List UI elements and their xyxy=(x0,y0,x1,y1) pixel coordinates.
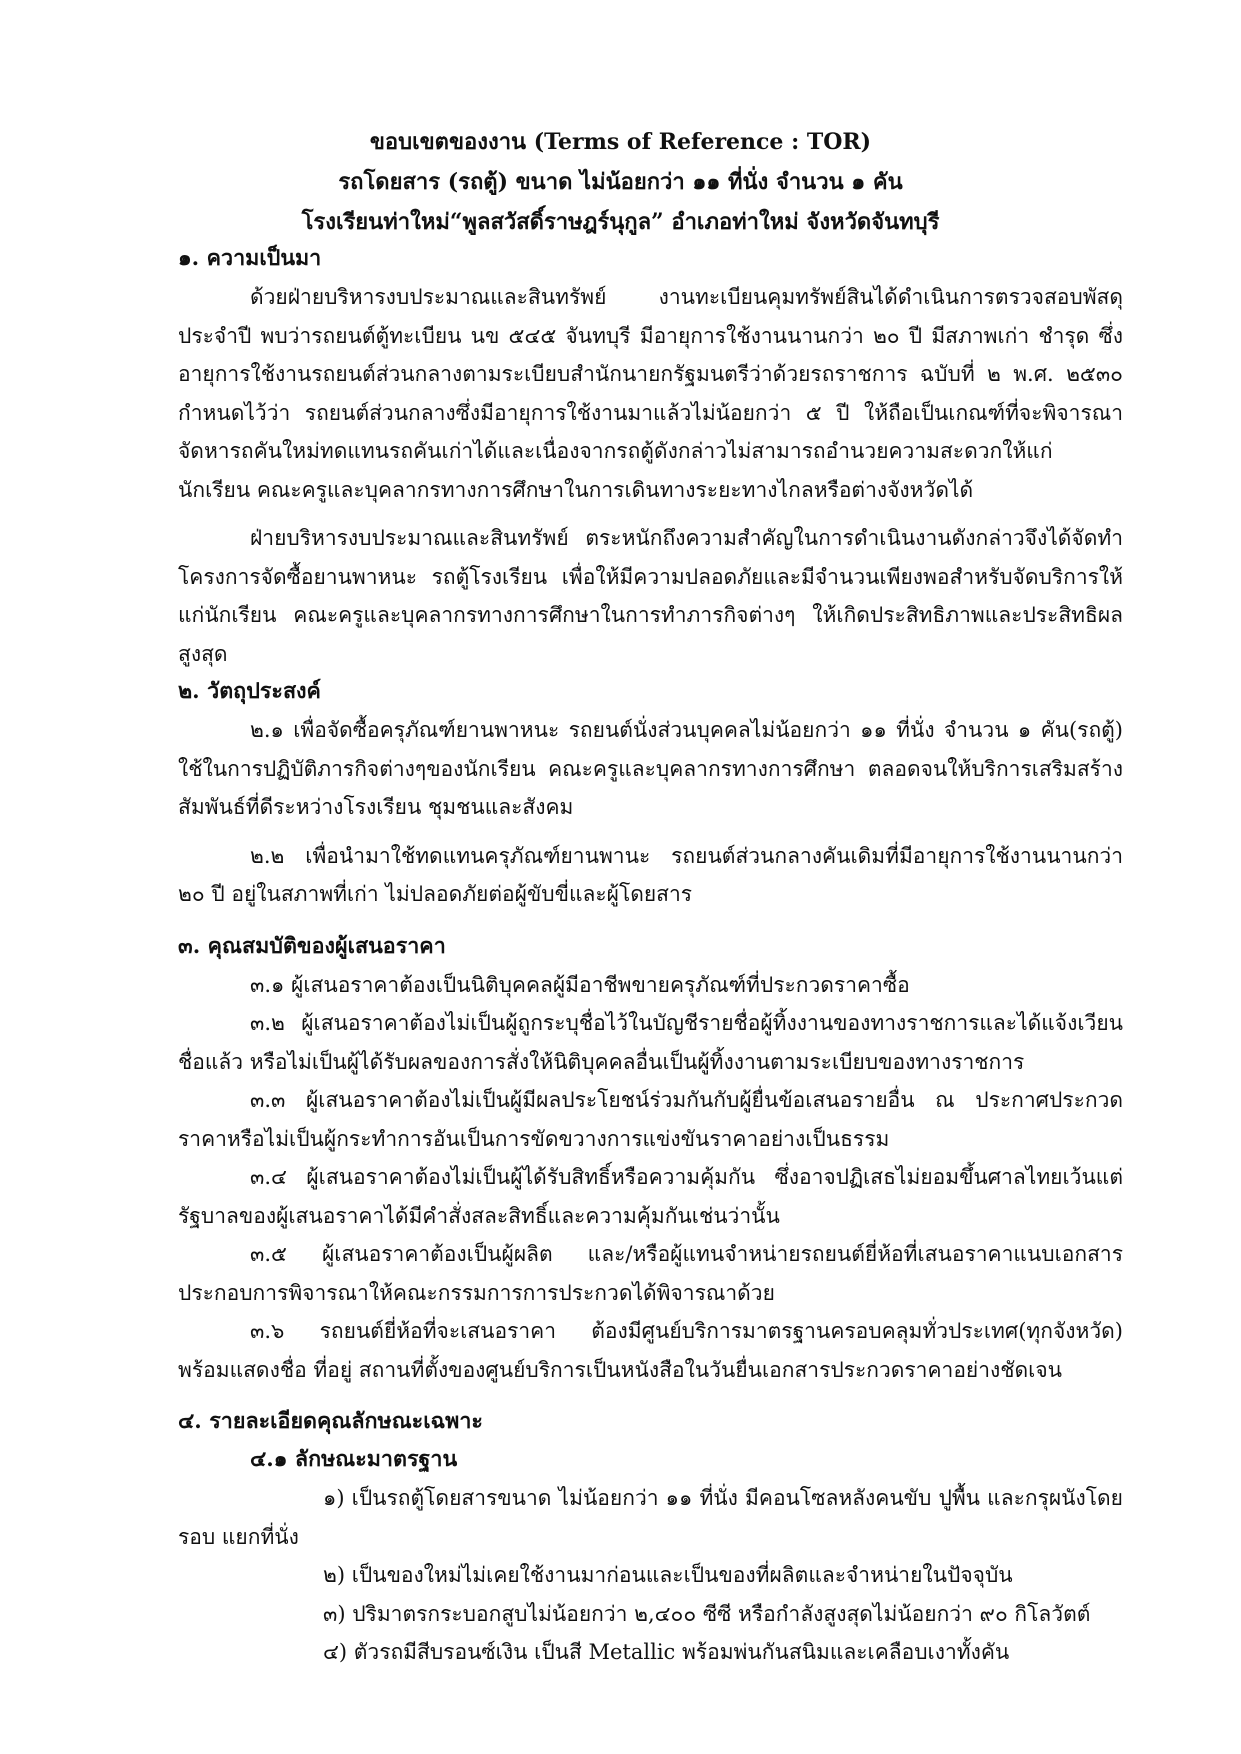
section-4-1-item-4: ๔) ตัวรถมีสีบรอนซ์เงิน เป็นสี Metallic พร้อมพ่นกันสนิมและเคลือบเงาทั้งคัน xyxy=(323,1640,1010,1664)
section-3-heading: ๓. คุณสมบัติของผู้เสนอราคา xyxy=(178,933,446,959)
section-3-item-5: ๓.๕ ผู้เสนอราคาต้องเป็นผู้ผลิต และ/หรือผู้แทนจำหน่ายรถยนต์ยี่ห้อที่เสนอราคาแนบเอกสารประกอบการพิจารณาให้คณะกรรมการการประกวดได้พิจารณาด้วย xyxy=(178,1242,1123,1305)
section-2-item-2: ๒.๒ เพื่อนำมาใช้ทดแทนครุภัณฑ์ยานพานะ รถยนต์ส่วนกลางคันเดิมที่มีอายุการใช้งานนานกว่า ๒๐ ปี อยู่ในสภาพที่เก่า ไม่ปลอดภัยต่อผู้ขับขี่และผู้โดยสาร xyxy=(178,843,1123,906)
section-4-heading: ๔. รายละเอียดคุณลักษณะเฉพาะ xyxy=(178,1409,483,1434)
title-line-3: โรงเรียนท่าใหม่“พูลสวัสดิ์ราษฎร์นุกูล” อำเภอท่าใหม่ จังหวัดจันทบุรี xyxy=(301,209,940,235)
section-1-paragraph-1: ด้วยฝ่ายบริหารงบประมาณและสินทรัพย์ งานทะเบียนคุมทรัพย์สินได้ดำเนินการตรวจสอบพัสดุประจำปี พบว่ารถยนต์ตู้ทะเบียน นข ๕๔๕ จันทบุรี มีอายุการใช้งานนานกว่า ๒๐ ปี มีสภาพเก่า ชำรุด ซึ่งอายุการใช้งานรถยนต์ส่วนกลางตามระเบียบสำนักนายกรัฐมนตรีว่าด้วยรถราชการ ฉบับที่ ๒ พ.ศ. ๒๕๓๐ กำหนดไว้ว่า รถยนต์ส่วนกลางซึ่งมีอายุการใช้งานมาแล้วไม่น้อยกว่า ๕ ปี ให้ถือเป็นเกณฑ์ที่จะพิจารณาจัดหารถคันใหม่ทดแทนรถคันเก่าได้และเนื่องจากรถตู้ดังกล่าวไม่สามารถอำนวยความสะดวกให้แก่นักเรียน คณะครูและบุคลากรทางการศึกษาในการเดินทางระยะทางไกลหรือต่างจังหวัดได้ xyxy=(178,285,1123,502)
section-4-1-item-2: ๒) เป็นของใหม่ไม่เคยใช้งานมาก่อนและเป็นของที่ผลิตและจำหน่ายในปัจจุบัน xyxy=(323,1563,1013,1587)
section-3-item-1: ๓.๑ ผู้เสนอราคาต้องเป็นนิติบุคคลผู้มีอาชีพขายครุภัณฑ์ที่ประกวดราคาซื้อ xyxy=(250,972,910,997)
section-2-item-1: ๒.๑ เพื่อจัดซื้อครุภัณฑ์ยานพาหนะ รถยนต์นั่งส่วนบุคคลไม่น้อยกว่า ๑๑ ที่นั่ง จำนวน ๑ คัน(รถตู้) ใช้ในการปฏิบัติภารกิจต่างๆของนักเรียน คณะครูและบุคลากรทางการศึกษา ตลอดจนให้บริการเสริมสร้างสัมพันธ์ที่ดีระหว่างโรงเรียน ชุมชนและสังคม xyxy=(178,718,1123,819)
section-4-1-item-3: ๓) ปริมาตรกระบอกสูบไม่น้อยกว่า ๒,๔๐๐ ซีซี หรือกำลังสูงสุดไม่น้อยกว่า ๙๐ กิโลวัตต์ xyxy=(323,1601,1091,1626)
section-3-item-3: ๓.๓ ผู้เสนอราคาต้องไม่เป็นผู้มีผลประโยชน์ร่วมกันกับผู้ยื่นข้อเสนอรายอื่น ณ ประกาศประกวดราคาหรือไม่เป็นผู้กระทำการอันเป็นการขัดขวางการแข่งขันราคาอย่างเป็นธรรม xyxy=(178,1088,1123,1151)
section-2-heading: ๒. วัตถุประสงค์ xyxy=(178,679,321,704)
section-3-item-4: ๓.๔ ผู้เสนอราคาต้องไม่เป็นผู้ได้รับสิทธิ์หรือความคุ้มกัน ซึ่งอาจปฏิเสธไม่ยอมขึ้นศาลไทยเว้นแต่รัฐบาลของผู้เสนอราคาได้มีคำสั่งสละสิทธิ์และความคุ้มกันเช่นว่านั้น xyxy=(178,1165,1123,1228)
document-body xyxy=(178,240,1123,1672)
title-line-2: รถโดยสาร (รถตู้) ขนาด ไม่น้อยกว่า ๑๑ ที่นั่ง จำนวน ๑ คัน xyxy=(338,169,903,195)
section-1-heading: ๑. ความเป็นมา xyxy=(178,246,322,271)
document-title xyxy=(0,122,1241,242)
section-4-1-subheading: ๔.๑ ลักษณะมาตรฐาน xyxy=(250,1447,458,1472)
section-3-item-2: ๓.๒ ผู้เสนอราคาต้องไม่เป็นผู้ถูกระบุชื่อไว้ในบัญชีรายชื่อผู้ทิ้งงานของทางราชการและได้แจ้งเวียนชื่อแล้ว หรือไม่เป็นผู้ได้รับผลของการสั่งให้นิติบุคคลอื่นเป็นผู้ทิ้งงานตามระเบียบของทางราชการ xyxy=(178,1011,1123,1074)
section-1-paragraph-2: ฝ่ายบริหารงบประมาณและสินทรัพย์ ตระหนักถึงความสำคัญในการดำเนินงานดังกล่าวจึงได้จัดทำโครงการจัดซื้อยานพาหนะ รถตู้โรงเรียน เพื่อให้มีความปลอดภัยและมีจำนวนเพียงพอสำหรับจัดบริการให้แก่นักเรียน คณะครูและบุคลากรทางการศึกษาในการทำภารกิจต่างๆ ให้เกิดประสิทธิภาพและประสิทธิผลสูงสุด xyxy=(178,526,1123,666)
section-3-item-6: ๓.๖ รถยนต์ยี่ห้อที่จะเสนอราคา ต้องมีศูนย์บริการมาตรฐานครอบคลุมทั่วประเทศ(ทุกจังหวัด) พร้อมแสดงชื่อ ที่อยู่ สถานที่ตั้งของศูนย์บริการเป็นหนังสือในวันยื่นเอกสารประกวดราคาอย่างชัดเจน xyxy=(178,1319,1123,1382)
section-4-1-item-1: ๑) เป็นรถตู้โดยสารขนาด ไม่น้อยกว่า ๑๑ ที่นั่ง มีคอนโซลหลังคนขับ ปูพื้น และกรุผนังโดยรอบ แยกที่นั่ง xyxy=(178,1486,1123,1549)
title-line-1: ขอบเขตของงาน (Terms of Reference : TOR) xyxy=(369,129,872,155)
